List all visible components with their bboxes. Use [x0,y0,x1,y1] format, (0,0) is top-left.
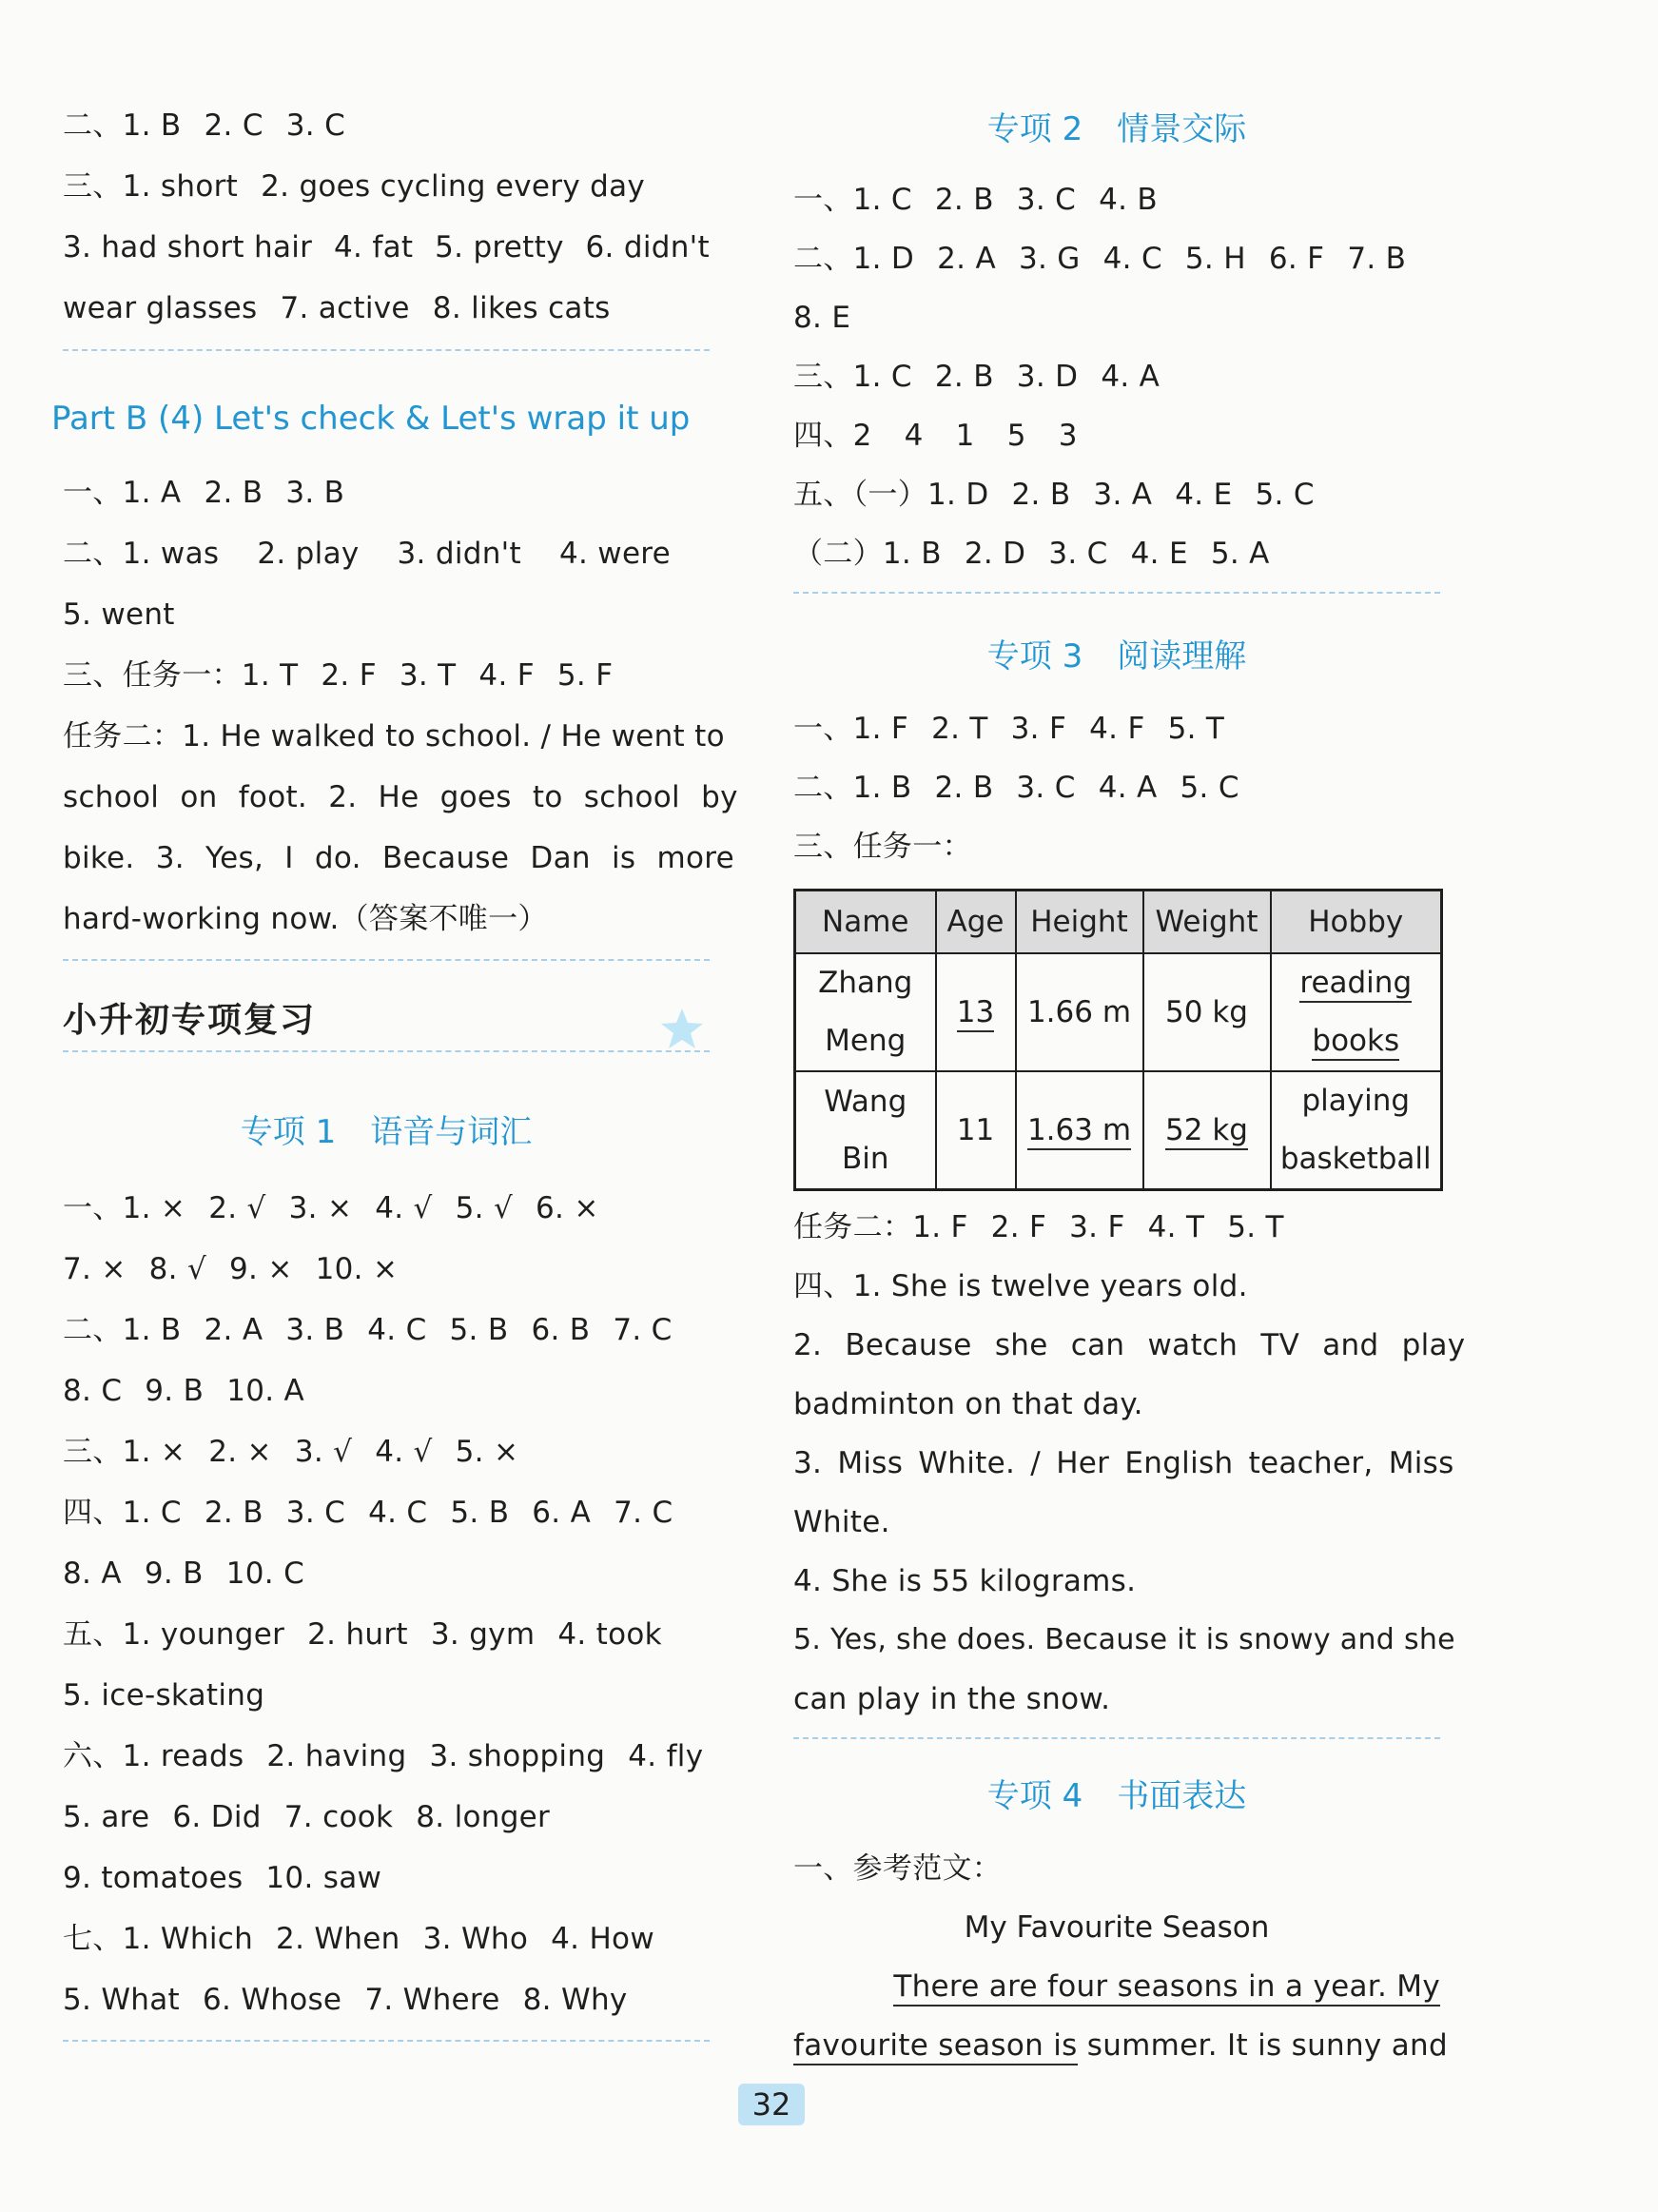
page-number: 32 [738,2084,805,2125]
answer-line: 8. E [793,301,851,335]
table-header-row [795,891,1442,954]
answer-line: （二）1. B 2. D 3. C 4. E 5. A [793,537,1270,571]
paragraph-line: school on foot. 2. He goes to school by [63,780,738,814]
answer-line: 一、1. A 2. B 3. B [63,476,345,510]
divider [63,2040,710,2042]
answer-line: 二、1. B 2. A 3. B 4. C 5. B 6. B 7. C [63,1313,673,1347]
table-row [795,953,1442,1071]
paragraph-line: 3. Miss White. / Her English teacher, Miss [793,1446,1454,1480]
section-3-title: 专项 3 阅读理解 [986,637,1247,675]
paragraph-line: 2. Because she can watch TV and play [793,1328,1466,1362]
header-hobby: Hobby [1271,891,1442,954]
answer-line: 5. What 6. Whose 7. Where 8. Why [63,1983,628,2017]
answer-line: 四、2 4 1 5 3 [793,419,1078,453]
essay-line: favourite season is summer. It is sunny and [793,2026,1448,2065]
paragraph-line: can play in the snow. [793,1682,1111,1716]
divider [63,959,710,961]
divider [63,349,710,351]
cell-height: 1.63 m [1016,1071,1143,1190]
review-title: 小升初专项复习 [63,1001,317,1040]
cell-height: 1.66 m [1016,953,1143,1071]
answer-line: 5. went [63,597,175,632]
paragraph-line: 四、1. She is twelve years old. [793,1269,1248,1303]
answer-line: 三、任务一：1. T 2. F 3. T 4. F 5. F [63,658,614,693]
paragraph-line: 4. She is 55 kilograms. [793,1564,1137,1598]
answer-line: 五、1. younger 2. hurt 3. gym 4. took [63,1617,662,1652]
essay-line: There are four seasons in a year. My [858,1967,1440,2006]
paragraph-line: badminton on that day. [793,1387,1143,1421]
answer-line: 七、1. Which 2. When 3. Who 4. How [63,1922,654,1956]
table-row [795,1071,1442,1190]
paragraph-line: bike. 3. Yes, I do. Because Dan is more [63,841,734,875]
header-weight: Weight [1143,891,1271,954]
answer-line: 二、1. was 2. play 3. didn't 4. were [63,537,672,571]
paragraph-line: hard-working now.（答案不唯一） [63,902,548,936]
answer-line: 8. A 9. B 10. C [63,1556,305,1591]
cell-hobby: playing basketball [1271,1071,1442,1190]
answer-line: 四、1. C 2. B 3. C 4. C 5. B 6. A 7. C [63,1496,673,1530]
cell-age: 13 [936,953,1016,1071]
cell-age: 11 [936,1071,1016,1190]
cell-name: Zhang Meng [795,953,936,1071]
answer-line: 一、1. F 2. T 3. F 4. F 5. T [793,712,1225,746]
answer-line: 三、1. × 2. × 3. √ 4. √ 5. × [63,1435,519,1469]
section-1-title: 专项 1 语音与词汇 [240,1113,533,1151]
answer-line: 3. had short hair 4. fat 5. pretty 6. didn't [63,230,710,264]
paragraph-line: 任务二：1. He walked to school. / He went to [63,719,725,754]
answer-line: 5. are 6. Did 7. cook 8. longer [63,1800,551,1834]
answer-line: 9. tomatoes 10. saw [63,1861,382,1895]
answer-line: 7. × 8. √ 9. × 10. × [63,1252,399,1286]
paragraph-line: 5. Yes, she does. Because it is snowy and she [793,1623,1455,1656]
answer-line: 六、1. reads 2. having 3. shopping 4. fly [63,1739,704,1773]
header-height: Height [1016,891,1143,954]
answer-line: 二、1. B 2. C 3. C [63,108,346,143]
answer-line: 一、1. × 2. √ 3. × 4. √ 5. √ 6. × [63,1191,599,1225]
divider [63,1050,710,1052]
answer-line: 二、1. B 2. B 3. C 4. A 5. C [793,771,1239,805]
answer-line: 三、1. C 2. B 3. D 4. A [793,360,1161,394]
answer-line: 5. ice-skating [63,1678,265,1713]
part-b-title: Part B (4) Let's check & Let's wrap it up [51,400,691,438]
cell-weight: 52 kg [1143,1071,1271,1190]
divider [793,1737,1440,1739]
answer-line: 一、1. C 2. B 3. C 4. B [793,183,1158,217]
answer-line: 8. C 9. B 10. A [63,1374,305,1408]
answer-line: 五、（一）1. D 2. B 3. A 4. E 5. C [793,478,1315,512]
answer-line: 任务二：1. F 2. F 3. F 4. T 5. T [793,1210,1284,1244]
answer-line: wear glasses 7. active 8. likes cats [63,291,611,325]
header-name: Name [795,891,936,954]
essay-title: My Favourite Season [964,1910,1270,1945]
star-icon [660,1007,704,1050]
section-4-title: 专项 4 书面表达 [986,1777,1247,1815]
cell-name: Wang Bin [795,1071,936,1190]
section-2-title: 专项 2 情景交际 [986,110,1247,148]
cell-hobby: reading books [1271,953,1442,1071]
header-age: Age [936,891,1016,954]
paragraph-line: White. [793,1505,890,1539]
answer-line: 二、1. D 2. A 3. G 4. C 5. H 6. F 7. B [793,242,1407,276]
divider [793,592,1440,594]
cell-weight: 50 kg [1143,953,1271,1071]
info-table [793,889,1443,1191]
answer-line: 三、1. short 2. goes cycling every day [63,169,646,204]
answer-line: 一、参考范文： [793,1851,1003,1886]
answer-line: 三、任务一： [793,830,972,864]
